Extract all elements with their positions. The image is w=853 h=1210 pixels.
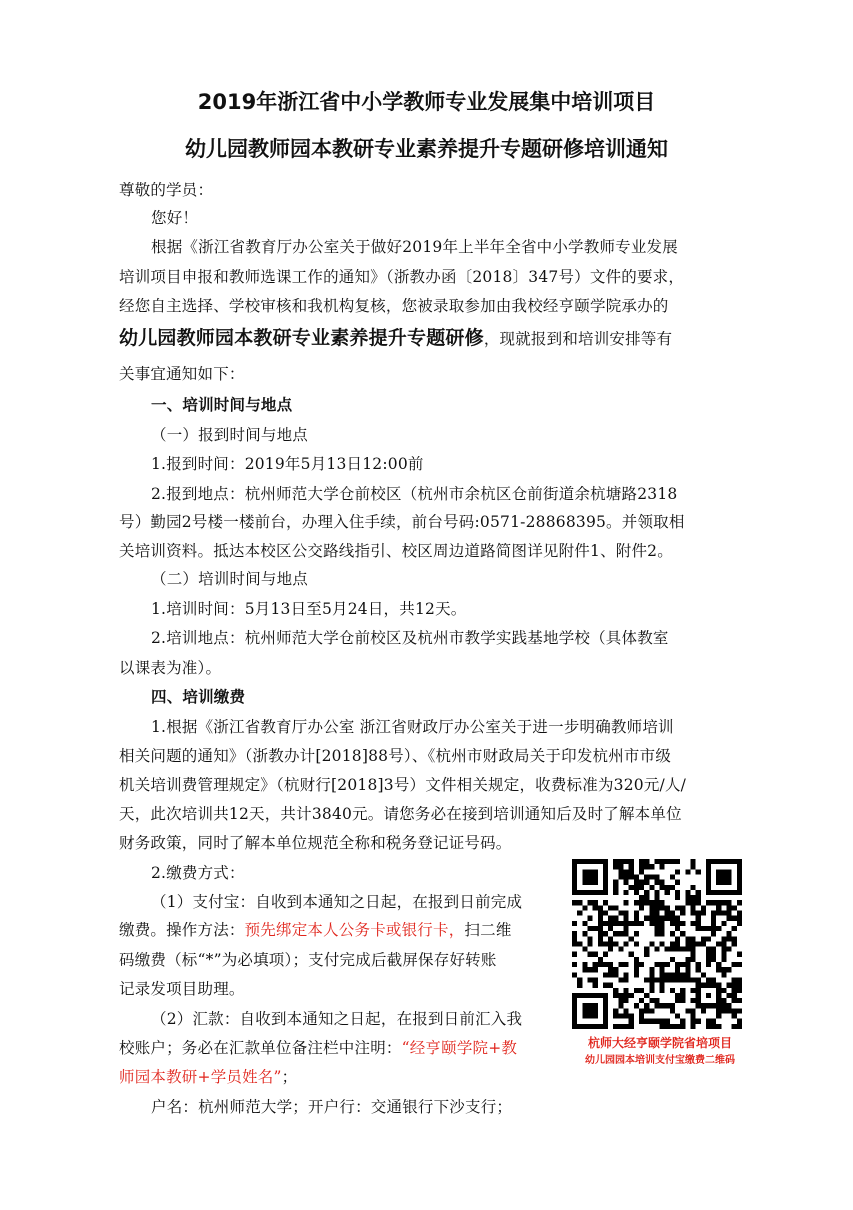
qr-caption: 杭师大经亨颐学院省培项目 <box>587 1036 732 1050</box>
alipay-line: 记录发项目助理。 <box>119 980 245 998</box>
document-subtitle: 幼儿园教师园本教研专业素养提升专题研修培训通知 <box>185 137 668 161</box>
report-place: 2.报到地点：杭州师范大学仓前校区（杭州市余杭区仓前街道余杭塘路2318 <box>151 485 678 503</box>
intro-line: 根据《浙江省教育厅办公室关于做好2019年上半年全省中小学教师专业发展 <box>151 238 678 256</box>
alipay-text: 缴费。操作方法： <box>119 921 245 939</box>
report-time: 1.报到时间：2019年5月13日12:00前 <box>151 455 424 473</box>
report-place-cont: 号）勤园2号楼一楼前台，办理入住手续，前台号码:0571-28868395。并领取相 <box>119 513 685 531</box>
fee-paragraph: 财务政策，同时了解本单位规范全称和税务登记证号码。 <box>119 834 512 852</box>
report-place-cont: 关培训资料。抵达本校区公交路线指引、校区周边道路简图详见附件1、附件2。 <box>119 542 673 560</box>
alipay-line: （1）支付宝：自收到本通知之日起，在报到日前完成 <box>151 893 523 911</box>
training-time: 1.培训时间：5月13日至5月24日，共12天。 <box>151 600 467 618</box>
remittance-text: ； <box>281 1068 298 1086</box>
training-place: 2.培训地点：杭州师范大学仓前校区及杭州市教学实践基地学校（具体教室 <box>151 629 669 647</box>
remittance-highlight: “经亨颐学院+教 <box>401 1039 518 1057</box>
payment-method: 2.缴费方式： <box>151 864 245 882</box>
intro-line <box>119 327 672 350</box>
alipay-line: 码缴费（标“*”为必填项）；支付完成后截屏保存好转账 <box>119 951 497 969</box>
payment-qr-code[interactable] <box>572 859 742 1029</box>
account-info: 户名：杭州师范大学；开户行：交通银行下沙支行； <box>151 1098 513 1116</box>
section-heading-4: 四、培训缴费 <box>151 688 246 706</box>
remittance-line <box>119 1066 297 1088</box>
alipay-text: 扫二维 <box>464 921 512 939</box>
fee-paragraph: 机关培训费管理规定》（杭财行[2018]3号）文件相关规定，收费标准为320元/人/ <box>119 776 687 794</box>
alipay-line <box>119 919 512 941</box>
alipay-highlight: 预先绑定本人公务卡或银行卡， <box>244 921 465 939</box>
greeting: 尊敬的学员： <box>119 181 214 199</box>
intro-line: 培训项目申报和教师选课工作的通知》（浙教办函〔2018〕347号）文件的要求， <box>119 268 685 286</box>
sub-heading: （二）培训时间与地点 <box>151 570 309 588</box>
remittance-line <box>119 1037 517 1059</box>
fee-paragraph: 相关问题的通知》（浙教办计[2018]88号）、《杭州市财政局关于印发杭州市市级 <box>119 747 672 765</box>
intro-line-rest: ，现就报到和培训安排等有 <box>483 330 673 348</box>
remittance-line: （2）汇款：自收到本通知之日起，在报到日前汇入我 <box>151 1010 523 1028</box>
fee-paragraph: 天，此次培训共12天，共计3840元。请您务必在接到培训通知后及时了解本单位 <box>119 805 682 823</box>
remittance-highlight: 师园本教研+学员姓名” <box>119 1068 282 1086</box>
hello: 您好！ <box>151 209 199 227</box>
qr-caption-sub: 幼儿园园本培训支付宝缴费二维码 <box>585 1055 735 1066</box>
section-heading-1: 一、培训时间与地点 <box>151 396 293 414</box>
fee-paragraph: 1.根据《浙江省教育厅办公室 浙江省财政厅办公室关于进一步明确教师培训 <box>151 718 674 736</box>
remittance-text: 校账户；务必在汇款单位备注栏中注明： <box>119 1039 402 1057</box>
intro-line: 经您自主选择、学校审核和我机构复核，您被录取参加由我校经亨颐学院承办的 <box>119 297 669 315</box>
intro-line: 关事宜通知如下： <box>119 365 245 383</box>
sub-heading: （一）报到时间与地点 <box>151 426 309 444</box>
program-name: 幼儿园教师园本教研专业素养提升专题研修 <box>119 327 484 349</box>
training-place-cont: 以课表为准）。 <box>119 659 222 677</box>
document-title: 2019年浙江省中小学教师专业发展集中培训项目 <box>197 90 656 114</box>
